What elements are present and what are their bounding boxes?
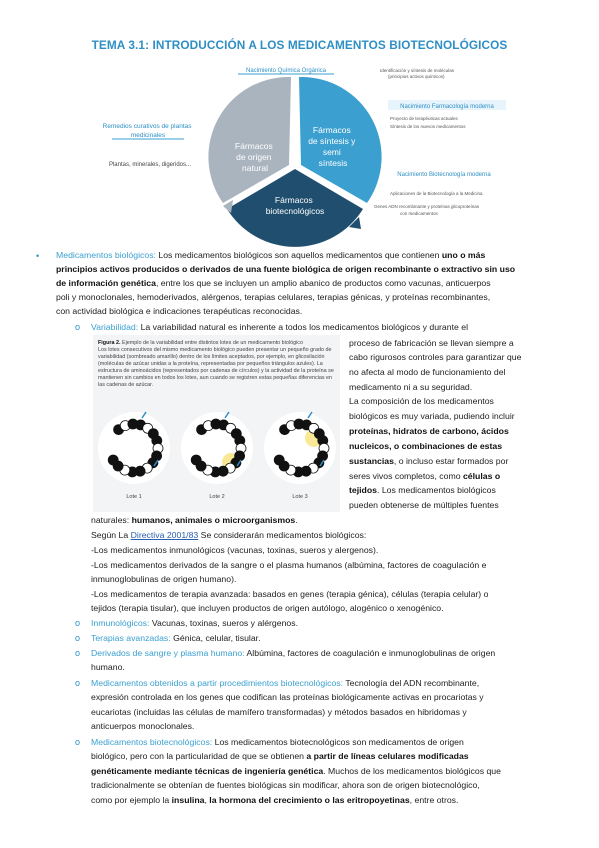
top-desc: Identificación y síntesis de moléculas (principios activos químicos) (380, 68, 455, 79)
p1-line1: Medicamentos biológicos: Los medicamentos biológicos son aquellos medicamentos que contienen uno o más (56, 250, 486, 260)
sub-bullet-icon: o (75, 618, 81, 628)
terapias-line: Terapias avanzadas: Génica, celular, tisular. (91, 633, 261, 643)
var-r2: cabo rigurosos controles para garantizar que (349, 352, 522, 362)
var-r6: biológicos es muy variada, pudiendo incluir (349, 411, 515, 421)
seg-left-label: Fármacos de origen natural (234, 141, 273, 173)
left-label: Remedios curativos de plantas medicinales (102, 123, 192, 139)
var-r4: medicamento ni a su seguridad. (349, 382, 473, 392)
amino-acid-circle (274, 455, 284, 465)
sub-bullet-icon: o (75, 648, 81, 658)
inmunologicos-line: Inmunológicos: Vacunas, toxinas, sueros y alérgenos. (91, 618, 299, 628)
biotec-line: Medicamentos biotecnológicos: Los medicamentos biotecnológicos son medicamentos de origen (91, 737, 464, 747)
amino-acid-circle (108, 455, 118, 465)
figure-caption: Figura 2. Ejemplo de la variabilidad entre distintos lotes de un medicamento biológico Los lotes consecutivos del mismo medicamento biológico pueden presentar un pequeño grado de variabilidad (sombreado amarillo) dentro de los límites aceptados, por ejemplo, en glicosilación (moléculas de azúcar unidas a la proteína, representadas por pequeños triángulos azules). La estructura de aminoácidos (representados por cadenas de círculos) y la actividad de la proteína se mantienen sin cambios en todos los lotes, aun cuando se registren estas pequeñas diferencias en las cadenas de azúcar. (98, 340, 334, 388)
var-r3: no afecta al modo de funcionamiento del (349, 367, 506, 377)
label-biologicos: Medicamentos biológicos: (56, 250, 156, 260)
var-r8: nucleicos, o combinaciones de estas (349, 441, 503, 451)
lot-3 (264, 412, 336, 484)
obtenidos-line4: anticuerpos monoclonales. (91, 721, 195, 731)
p1-line4: poli y monoclonales, hemoderivados, alérgenos, terapias celulares, terapias génicas, y proteínas recombinantes, (56, 292, 491, 302)
lot-1 (98, 412, 170, 484)
var-naturales: naturales: humanos, animales o microorganismos. (91, 515, 298, 525)
directiva-d3a: -Los medicamentos de terapia avanzada: basados en genes (terapia génica), células (terapia celular) o (91, 589, 489, 599)
bullet-icon: • (36, 251, 40, 261)
derivados-line2: humano. (91, 662, 125, 672)
lot-2 (181, 412, 253, 484)
var-line1: Variabilidad: La variabilidad natural es inherente a todos los medicamentos biológicos y durante el (91, 322, 469, 332)
bottom-right-desc: Aplicaciones de la Biotecnología a la Medicina Genes ADN recombinante y proteínas glicoproteínas con medicamentos (374, 191, 483, 216)
sub-bullet-icon: o (75, 678, 81, 688)
directiva-d3b: tejidos (terapia tisular), que incluyen productos de origen autólogo, alogénico o xenogénico. (91, 603, 444, 613)
directiva-d2a: -Los medicamentos derivados de la sangre o el plasma humanos (albúmina, factores de coagulación e (91, 560, 487, 570)
p1-line2: principios activos producidos o derivados de una fuente biológica de origen recombinante o extractivo sin uso (56, 264, 516, 274)
amino-acid-circle (191, 455, 201, 465)
directiva-d2b: inmunoglobulinas de origen humano). (91, 574, 237, 584)
right-label: Nacimiento Farmacología moderna (400, 104, 494, 110)
lot-3-label: Lote 3 (292, 494, 308, 500)
page-title: TEMA 3.1: INTRODUCCIÓN A LOS MEDICAMENTOS BIOTECNOLÓGICOS (91, 38, 508, 52)
lots-illustration (93, 335, 340, 512)
biotec-line3: genéticamente mediante técnicas de ingeniería genética. Muchos de los medicamentos biológicos que (91, 766, 501, 776)
history-cycle-diagram (70, 60, 530, 250)
seg-right-label: Fármacos de síntesis y semi síntesis (308, 125, 356, 168)
obtenidos-line3: eucariotas (incluidas las células de mamífero transformadas) y métodos basados en hibridomas y (91, 707, 467, 717)
variability-figure (93, 335, 340, 512)
biotec-line2: biológico, pero con la particularidad de que se obtienen a partir de líneas celulares modificadas (91, 751, 469, 761)
var-r10: seres vivos completos, como células o (349, 471, 501, 481)
sub-bullet-icon: o (75, 737, 81, 747)
top-label: Nacimiento Química Orgánica (245, 68, 327, 74)
sub-bullet-icon: o (75, 322, 81, 332)
directiva-d1: -Los medicamentos inmunológicos (vacunas, toxinas, sueros y alergenos). (91, 545, 379, 555)
biotec-line4: tradicionalmente se obtenían de fuentes biológicas sin modificar, ahora son de origen biotecnológico, (91, 780, 480, 790)
var-r5: La composición de los medicamentos (349, 396, 494, 406)
right-desc: Proyecto de terapéuticas actuales Síntesis de los nuevos medicamentos (390, 116, 466, 129)
obtenidos-line: Medicamentos obtenidos a partir procedimientos biotecnológicos: Tecnología del ADN recombinante, (91, 678, 480, 688)
seg-bottom-label: Fármacos biotecnológicos (265, 195, 325, 216)
left-desc: Plantas, minerales, digeridos... (108, 162, 192, 168)
lot-1-label: Lote 1 (126, 494, 142, 500)
directiva-intro: Según La Directiva 2001/83 Se considerarán medicamentos biológicos: (91, 530, 367, 540)
sub-bullet-icon: o (75, 633, 81, 643)
lot-2-label: Lote 2 (209, 494, 225, 500)
var-r9: sustancias, o incluso estar formados por (349, 456, 509, 466)
derivados-line: Derivados de sangre y plasma humano: Albúmina, factores de coagulación e inmunoglobulinas de origen (91, 648, 496, 658)
bottom-right-label: Nacimiento Biotecnología moderna (397, 172, 491, 178)
biotec-line5: como por ejemplo la insulina, la hormona del crecimiento o las eritropoyetinas, entre otros. (91, 795, 459, 805)
var-r1: proceso de fabricación se llevan siempre a (349, 338, 514, 348)
p1-line3: de información genética, entre los que se incluyen un amplio abanico de productos como vacunas, anticuerpos (56, 278, 491, 288)
var-r11: tejidos. Los medicamentos biológicos (349, 485, 496, 495)
directiva-link[interactable]: Directiva 2001/83 (130, 530, 199, 540)
var-r12: pueden obtenerse de múltiples fuentes (349, 500, 499, 510)
obtenidos-line2: expresión controlada en los genes que codifican las proteínas biológicamente activas en procariotas y (91, 692, 484, 702)
var-r7: proteínas, hidratos de carbono, ácidos (349, 426, 509, 436)
p1-line5: con actividad biológica e indicaciones terapéuticas reconocidas. (56, 306, 303, 316)
